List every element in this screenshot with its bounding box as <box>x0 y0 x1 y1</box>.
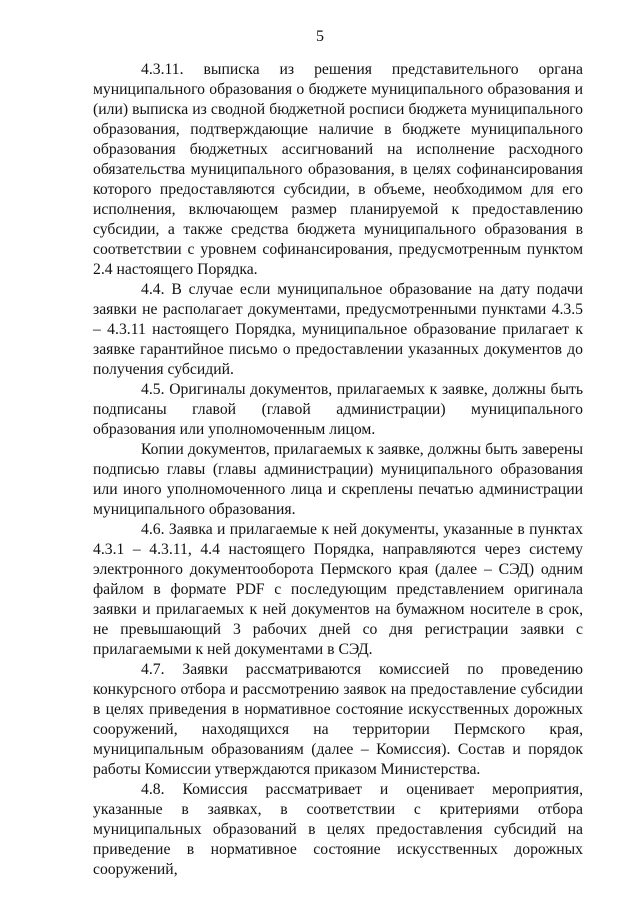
document-body <box>93 60 583 880</box>
paragraph-4-8: 4.8. Комиссия рассматривает и оценивает мероприятия, указанные в заявках, в соответствии с критериями отбора муниципальных образований в целях предоставления субсидий на приведение в нормативное состояние искусственных дорожных сооружений, <box>93 781 583 878</box>
paragraph-4-7: 4.7. Заявки рассматриваются комиссией по проведению конкурсного отбора и рассмотрению заявок на предоставление субсидии в целях приведения в нормативное состояние искусственных дорожных сооружений, находящихся на территории Пермского края, муниципальным образованиям (далее – Комиссия). Состав и порядок работы Комиссии утверждаются приказом Министерства. <box>93 661 583 778</box>
paragraph-copies: Копии документов, прилагаемых к заявке, должны быть заверены подписью главы (главы администрации) муниципального образования или иного уполномоченного лица и скреплены печатью администрации муниципального образования. <box>93 441 583 518</box>
paragraph-4-5: 4.5. Оригиналы документов, прилагаемых к заявке, должны быть подписаны главой (главой администрации) муниципального образования или уполномоченным лицом. <box>93 381 583 438</box>
paragraph-4-3-11: 4.3.11. выписка из решения представительного органа муниципального образования о бюджете муниципального образования и (или) выписка из сводной бюджетной росписи бюджета муниципального образования, подтверждающие наличие в бюджете муниципального образования бюджетных ассигнований на исполнение расходного обязательства муниципального образования, в целях софинансирования которого предоставляются субсидии, в объеме, необходимом для его исполнения, включающем размер планируемой к предоставлению субсидии, а также средства бюджета муниципального образования в соответствии с уровнем софинансирования, предусмотренным пунктом 2.4 настоящего Порядка. <box>93 61 583 278</box>
page-number: 5 <box>316 28 324 45</box>
paragraph-4-6: 4.6. Заявка и прилагаемые к ней документы, указанные в пунктах 4.3.1 – 4.3.11, 4.4 настоящего Порядка, направляются через систему электронного документооборота Пермского края (далее – СЭД) одним файлом в формате PDF с последующим представлением оригинала заявки и прилагаемых к ней документов на бумажном носителе в срок, не превышающий 3 рабочих дней со дня регистрации заявки с прилагаемыми к ней документами в СЭД. <box>93 521 583 658</box>
paragraph-4-4: 4.4. В случае если муниципальное образование на дату подачи заявки не располагает документами, предусмотренными пунктами 4.3.5 – 4.3.11 настоящего Порядка, муниципальное образование прилагает к заявке гарантийное письмо о предоставлении указанных документов до получения субсидий. <box>93 281 583 378</box>
